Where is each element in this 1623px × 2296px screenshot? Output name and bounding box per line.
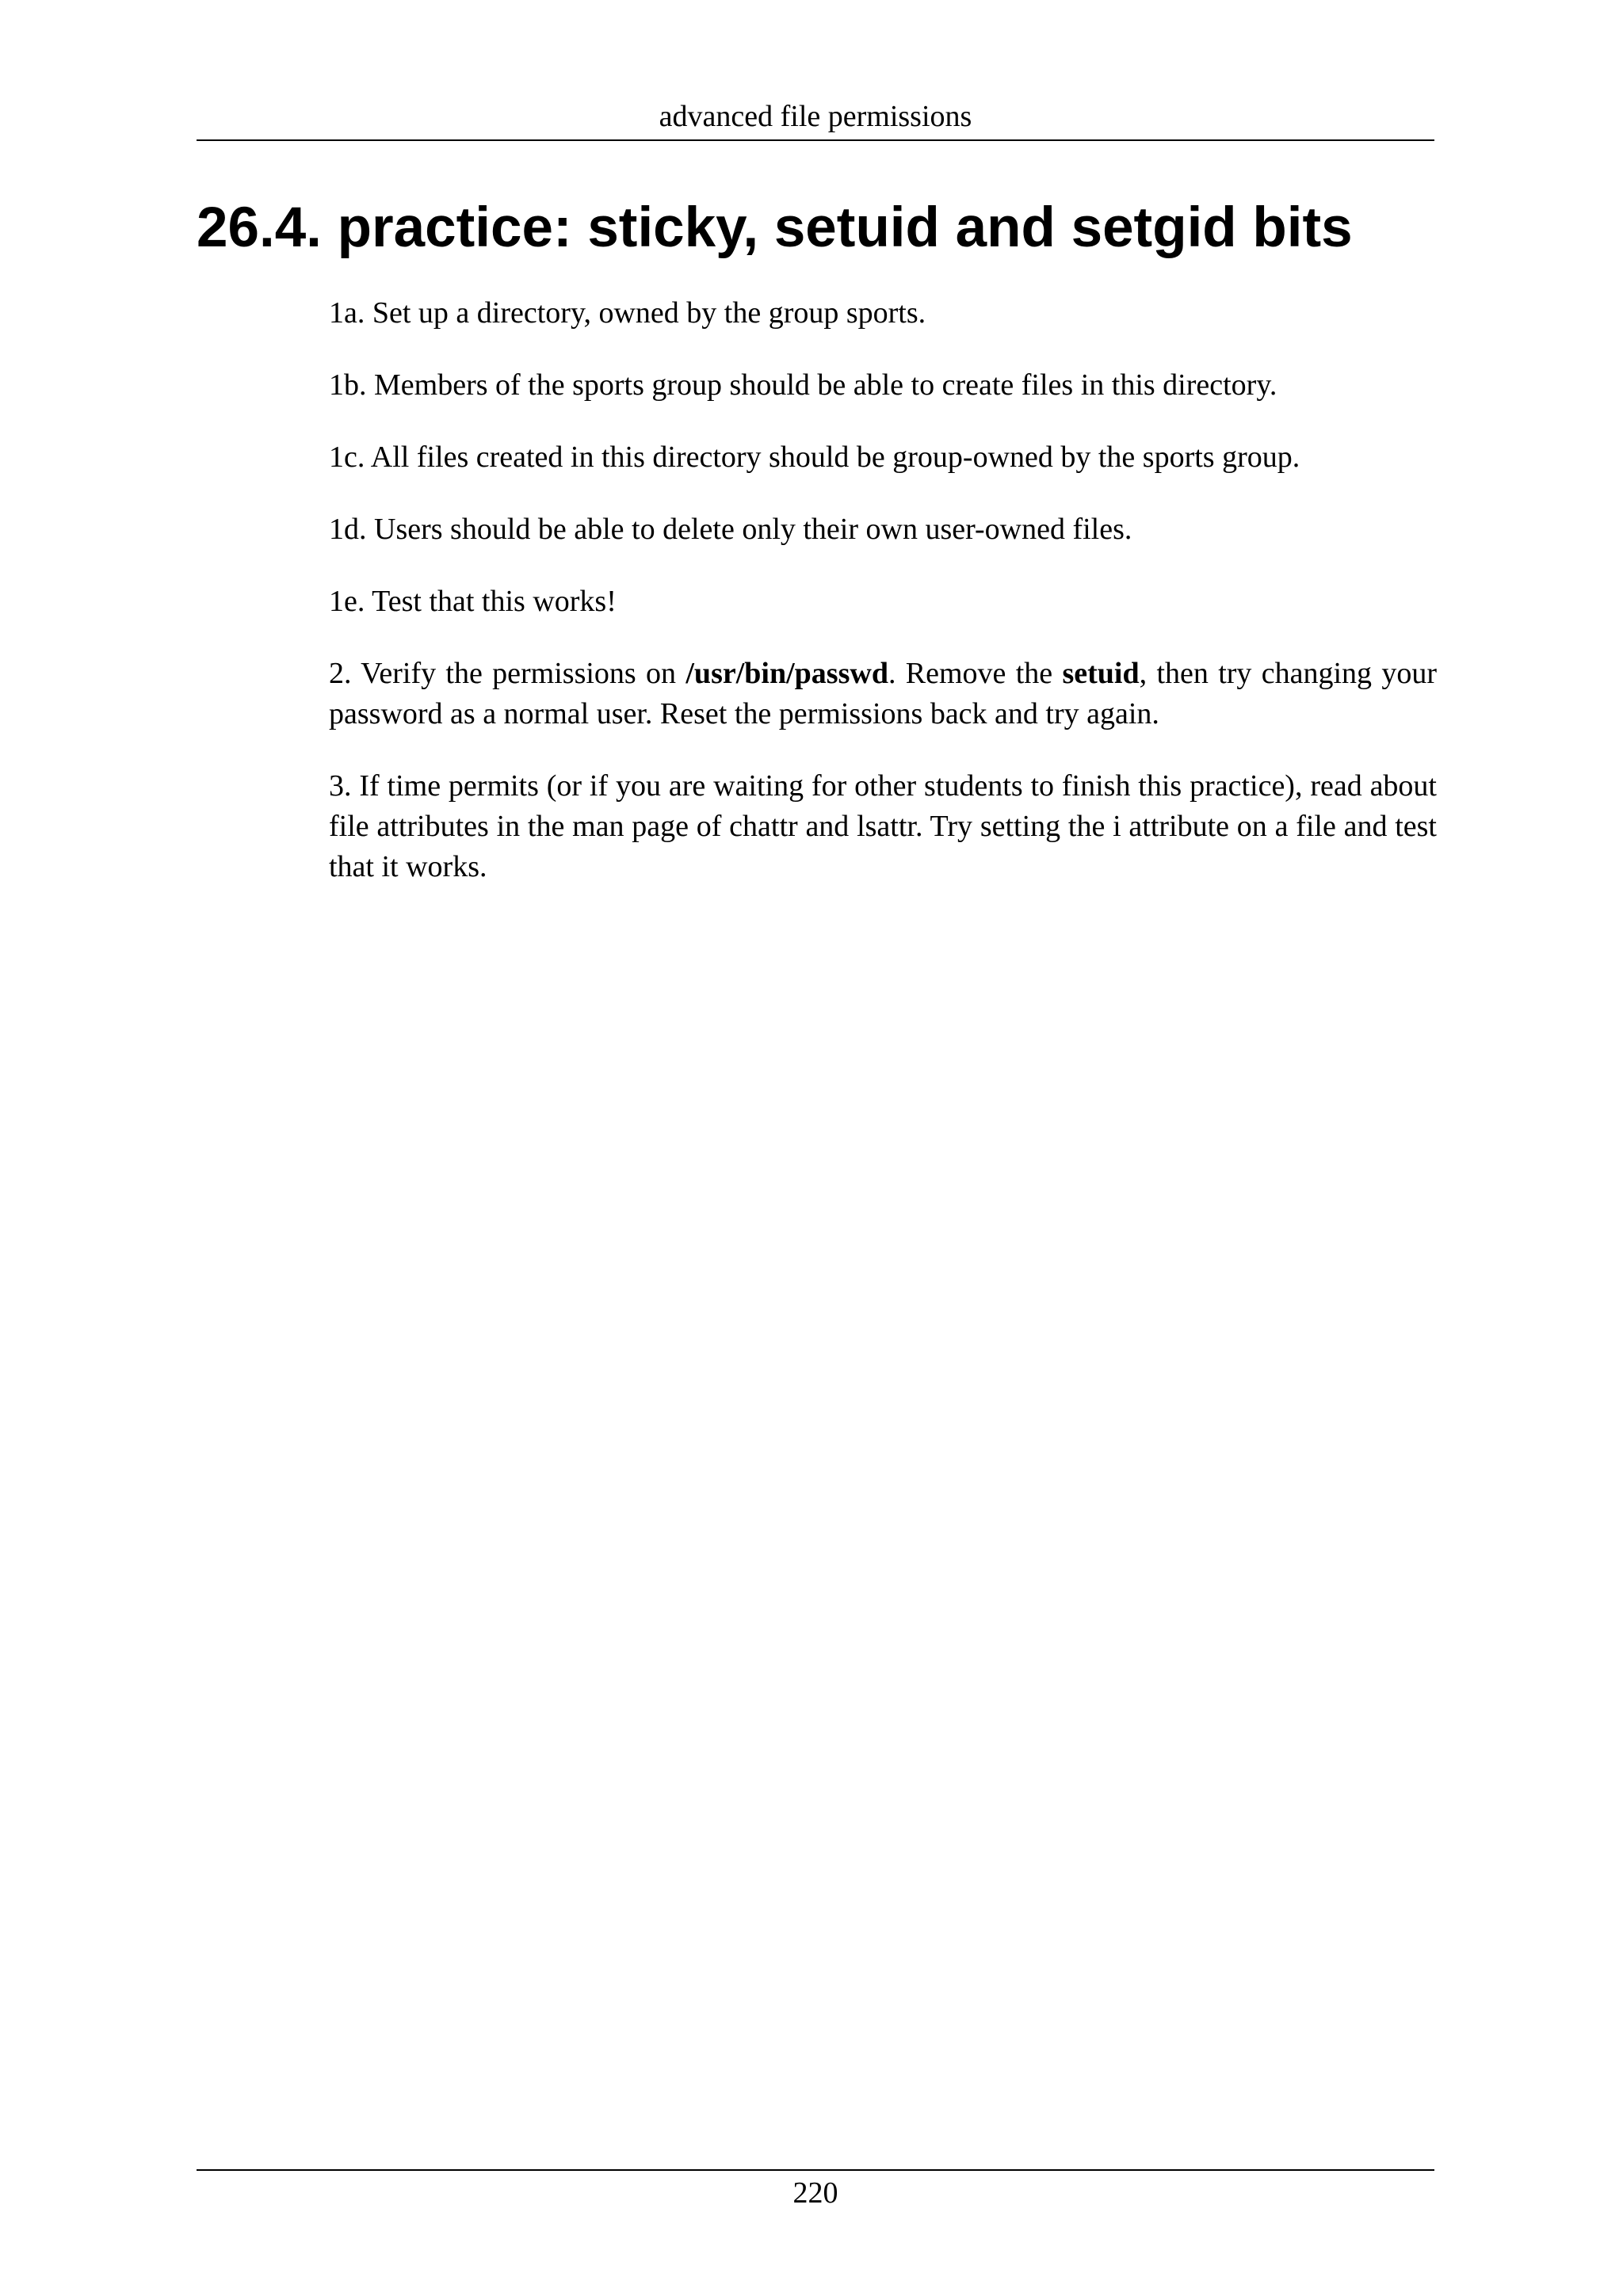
section-title: 26.4. practice: sticky, setuid and setgid bits <box>197 196 1353 259</box>
item-2-text-2: . Remove the <box>888 657 1063 690</box>
passwd-path: /usr/bin/passwd <box>685 657 888 690</box>
setuid-term: setuid <box>1062 657 1140 690</box>
practice-item-1e: 1e. Test that this works! <box>329 585 617 618</box>
practice-item-1a: 1a. Set up a directory, owned by the group sports. <box>329 296 926 330</box>
practice-list <box>329 293 1437 919</box>
practice-item-2 <box>329 654 1437 734</box>
practice-item-1d: 1d. Users should be able to delete only their own user-owned files. <box>329 513 1132 546</box>
page-number: 220 <box>197 2169 1434 2215</box>
practice-item-1c: 1c. All files created in this directory should be group-owned by the sports group. <box>329 441 1300 474</box>
item-2-text-3: , then try changing your password as a normal user. Reset the permissions back and try again. <box>329 657 1437 730</box>
item-2-text-1: 2. Verify the permissions on <box>329 657 686 690</box>
running-header: advanced file permissions <box>197 93 1434 141</box>
practice-item-1b: 1b. Members of the sports group should be able to create files in this directory. <box>329 368 1277 402</box>
practice-item-3: 3. If time permits (or if you are waiting for other students to finish this practice), read about file attributes in the man page of chattr and lsattr. Try setting the i attribute on a file and test that it works. <box>329 769 1437 883</box>
